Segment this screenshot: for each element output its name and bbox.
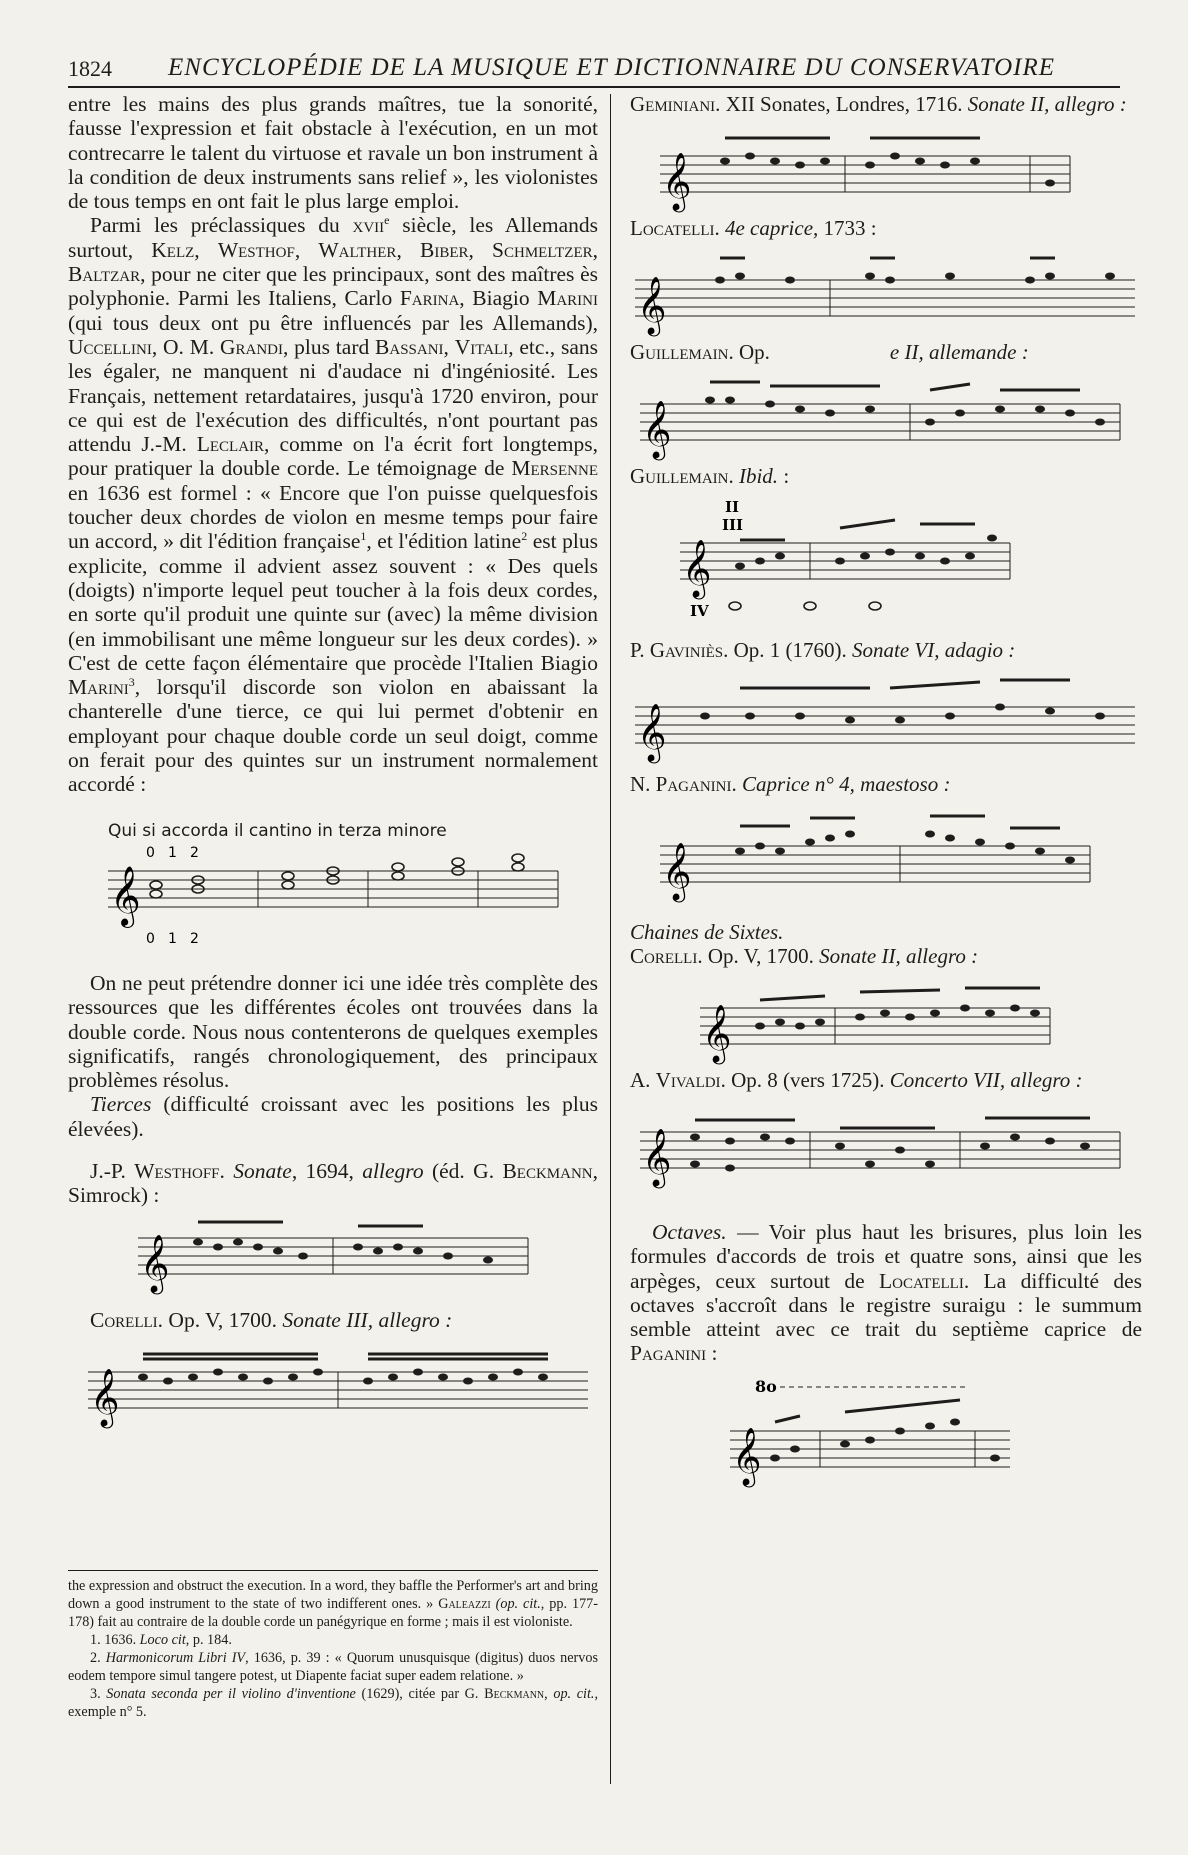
footnotes bbox=[68, 1570, 598, 1721]
score-caption: Qui si accorda il cantino in terza minore bbox=[108, 820, 447, 841]
composer-name: Grandi bbox=[219, 334, 284, 359]
example-label-corelli-iii: Corelli. Op. V, 1700. Sonate III, allegro : bbox=[90, 1307, 453, 1332]
composer-name: Uccellini bbox=[68, 334, 152, 359]
footnote-rule bbox=[68, 1570, 598, 1571]
treble-clef-icon: 𝄞 bbox=[642, 401, 672, 457]
music-staff bbox=[630, 662, 1142, 772]
paragraph-2: Parmi les préclassiques du xvii$^e$ siècle, les Allemands surtout, Kelz, Westhof, Walther, Biber, Schmeltzer, Baltzar, pour ne citer que les principaux, sont des maîtres ès polyphonie. Parmi les Italiens, Carlo Farina, Biagio Marini (qui tous deux ont pu être influencés par les Allemands), Uccellini, O. M. Grandi, plus tard Bassani, Vitali, etc., sans les égaler, ne manquent ni d'audace ni d'ingéniosité. Les Français, nettement retardataires, jusqu'à 1720 environ, pour ce qui est de l'exécution des difficultés, n'ont pourtant pas attendu J.-M. Leclair, comme on l'a écrit fort longtemps, pour pratiquer la double corde. Le témoignage de Mersenne en 1636 est formel : « Encore que l'on puisse quelquesfois toucher deux chordes de violon en mesme temps pour faire un accord, » dit l'édition française$^1$, et l'édition latine$^2$ est plus explicite, comme il advient assez souvent : « Des quels (doigts) n'importe lequel peut toucher à la fois deux cordes, en sorte qu'il produit une quinte sur (avec) la même division (en immobilisant une même longueur sur les deux cordes). » C'est de cette façon élémentaire que procède l'Italien Biagio Marini$^3$, lorsqu'il discorde son violon en abaissant la chanterelle d'une tierce, ce qui lui permet d'obtenir en employant pour chaque double corde un seul doigt, comme on ferait pour des quintes sur un instrument normalement accordé : bbox=[68, 213, 598, 797]
example-label-westhoff: J.-P. Westhoff. Sonate, 1694, allegro (éd. G. Beckmann, Simrock) : bbox=[68, 1158, 598, 1208]
music-staff bbox=[630, 488, 1142, 638]
music-staff bbox=[630, 116, 1142, 216]
footnote-1: 1. 1636. Loco cit, p. 184. bbox=[90, 1632, 232, 1648]
treble-clef-icon: 𝄞 bbox=[702, 1005, 732, 1061]
fingering: 1 bbox=[168, 844, 177, 861]
composer-name: Kelz bbox=[151, 237, 195, 262]
footnote-ref: 2 bbox=[521, 529, 528, 544]
treble-clef-icon: 𝄞 bbox=[662, 153, 692, 209]
treble-clef-icon: 𝄞 bbox=[110, 867, 141, 925]
music-staff bbox=[68, 1332, 598, 1432]
treble-clef-icon: 𝄞 bbox=[637, 704, 667, 760]
footnote-3: 3. Sonata seconda per il violino d'inventione (1629), citée par G. Beckmann, op. cit., exemple n° 5. bbox=[68, 1686, 599, 1720]
section-label-sixtes: Chaines de Sixtes. bbox=[630, 920, 784, 944]
treble-clef-icon: 𝄞 bbox=[90, 1368, 120, 1425]
page-header bbox=[68, 54, 1120, 88]
fingering: 0 bbox=[146, 844, 155, 861]
composer-name: Vitali bbox=[454, 334, 509, 359]
fingering: 1 bbox=[168, 930, 177, 947]
running-title: ENCYCLOPÉDIE DE LA MUSIQUE ET DICTIONNAIRE DU CONSERVATOIRE bbox=[168, 54, 1056, 81]
ottava-mark: 8o bbox=[755, 1376, 777, 1396]
fingering: 2 bbox=[190, 930, 199, 947]
composer-name: Leclair bbox=[196, 432, 265, 457]
composer-name: Bassani bbox=[375, 334, 444, 359]
string-mark: IV bbox=[690, 602, 709, 620]
string-mark: III bbox=[722, 516, 744, 534]
music-staff bbox=[630, 1092, 1142, 1202]
example-label-vivaldi: A. Vivaldi. Op. 8 (vers 1725). Concerto VII, allegro : bbox=[630, 1068, 1083, 1092]
column-divider bbox=[610, 94, 611, 1784]
treble-clef-icon: 𝄞 bbox=[732, 1427, 762, 1484]
treble-clef-icon: 𝄞 bbox=[682, 540, 712, 596]
page-number: 1824 bbox=[68, 56, 112, 81]
footnote-ref: 1 bbox=[360, 529, 367, 544]
composer-name: Marini bbox=[68, 675, 129, 700]
treble-clef-icon: 𝄞 bbox=[662, 843, 692, 899]
footnote-ref: 3 bbox=[128, 674, 135, 689]
music-example-marini bbox=[68, 819, 598, 953]
footnote-2: 2. Harmonicorum Libri IV, 1636, p. 39 : « Quorum unusquisque (digitus) duos nervos eodem tempore simul tangere potest, ut Diapente faciat super eadem relatione. » bbox=[68, 1650, 598, 1684]
left-column bbox=[68, 92, 598, 1432]
header-rule bbox=[68, 86, 1120, 88]
music-staff bbox=[630, 968, 1142, 1068]
string-mark: II bbox=[725, 498, 740, 516]
composer-name: Westhof bbox=[217, 237, 295, 262]
composer-name: Mersenne bbox=[511, 456, 598, 481]
paragraph-3: On ne peut prétendre donner ici une idée très complète des ressources que les différentes écoles ont trouvées dans la double corde. Nous nous contenterons de quelques exemples significatifs, rangés chronologiquement, des principaux problèmes résolus. bbox=[68, 970, 598, 1093]
paragraph-1: entre les mains des plus grands maîtres, tue la sonorité, fausse l'expression et fait obstacle à l'exécution, en un mot contrecarre le talent du virtuose et ravale un bon instrument à la condition de deux instruments sans relief », les violonistes de tous temps en ont fait le plus large emploi. bbox=[68, 92, 598, 214]
example-label-guillemain-op: Guillemain. Op. e II, allemande : bbox=[630, 340, 1029, 364]
music-staff bbox=[630, 796, 1142, 916]
composer-name: Walther bbox=[318, 237, 397, 262]
composer-name: Biber bbox=[419, 237, 469, 262]
treble-clef-icon: 𝄞 bbox=[642, 1129, 672, 1185]
right-column bbox=[630, 92, 1142, 1496]
footnote-continued: the expression and obstruct the execution. In a word, they baffle the Performer's art and bring down a good instrument to the state of two indifferent ones. » Galeazzi (op. cit., pp. 177-178) fait au contraire de la double corde un panégyrique en forme ; mais il est violoniste. bbox=[68, 1578, 598, 1630]
example-label-gavinies: P. Gaviniès. Op. 1 (1760). Sonate VI, adagio : bbox=[630, 638, 1016, 662]
composer-name: Baltzar bbox=[68, 262, 141, 287]
music-staff bbox=[630, 240, 1142, 340]
example-label-guillemain-ibid: Guillemain. Ibid. : bbox=[630, 464, 790, 488]
music-staff bbox=[630, 364, 1142, 464]
treble-clef-icon: 𝄞 bbox=[637, 277, 667, 333]
example-label-paganini-iv: N. Paganini. Caprice n° 4, maestoso : bbox=[630, 772, 951, 796]
treble-clef-icon: 𝄞 bbox=[140, 1234, 170, 1291]
paragraph-octaves: Octaves. — Voir plus haut les brisures, plus loin les formules d'accords de trois et quatre sons, ainsi que les arpèges, ceux surtout de Locatelli. La difficulté des octaves s'accroît dans le registre suraigu : le summum semble atteint avec ce trait du septième caprice de Paganini : bbox=[630, 1220, 1142, 1366]
composer-name: Schmeltzer bbox=[492, 237, 593, 262]
music-staff bbox=[68, 1208, 598, 1298]
example-label-corelli-ii: Corelli. Op. V, 1700. Sonate II, allegro : bbox=[630, 944, 979, 968]
composer-name: Farina bbox=[399, 286, 460, 311]
composer-name: Marini bbox=[537, 286, 598, 311]
example-label-geminiani: Geminiani. XII Sonates, Londres, 1716. Sonate II, allegro : bbox=[630, 92, 1127, 116]
fingering: 0 bbox=[146, 930, 155, 947]
paragraph-4: Tierces (difficulté croissant avec les positions les plus élevées). bbox=[68, 1092, 598, 1141]
music-staff bbox=[630, 1366, 1142, 1496]
fingering: 2 bbox=[190, 844, 199, 861]
music-staff bbox=[68, 843, 598, 953]
example-label-locatelli: Locatelli. 4e caprice, 1733 : bbox=[630, 216, 877, 240]
